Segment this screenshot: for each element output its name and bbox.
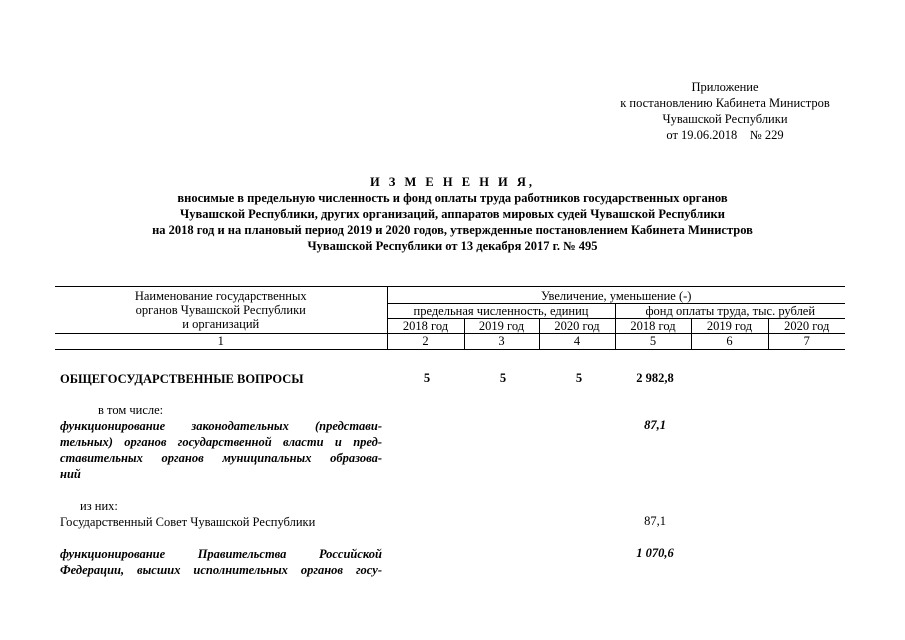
year-header: 2019 год (464, 319, 539, 334)
staff-header: предельная численность, единиц (387, 304, 615, 319)
header-text: органов Чувашской Республики (135, 303, 306, 317)
row-legislative (60, 418, 382, 482)
table-header (55, 286, 845, 350)
appendix-line: Чувашской Республики (662, 112, 788, 126)
fund-header: фонд оплаты труда, тыс. рублей (615, 304, 845, 319)
column-number: 3 (464, 334, 539, 350)
row-text: тельных) органов государственной власти и пред- (60, 435, 382, 449)
cell-value: 5 (423, 371, 431, 385)
year-header: 2018 год (615, 319, 691, 334)
row-text: ставительных органов муниципальных образова- (60, 451, 382, 465)
appendix-line: Приложение (691, 80, 759, 94)
cell-value: 5 (575, 371, 583, 385)
column-number: 2 (387, 334, 464, 350)
row-text: функционирование Правительства Российской (60, 547, 382, 561)
of-them-label: из них: (80, 499, 118, 513)
cell-value: 5 (499, 371, 507, 385)
column-number: 5 (615, 334, 691, 350)
row-text: Федерации, высших исполнительных органов госу- (60, 563, 382, 577)
appendix-line: к постановлению Кабинета Министров (620, 96, 830, 110)
appendix-date: от 19.06.2018 № 229 (666, 128, 784, 142)
year-header: 2020 год (768, 319, 845, 334)
column-number: 4 (539, 334, 615, 350)
column-number: 7 (768, 334, 845, 350)
heading-line: вносимые в предельную численность и фонд оплаты труда работников государственных органов (177, 191, 728, 205)
row-general-label: ОБЩЕГОСУДАРСТВЕННЫЕ ВОПРОСЫ (60, 372, 304, 386)
header-text: Наименование государственных (134, 289, 307, 303)
header-text: и организаций (182, 317, 260, 331)
row-text: функционирование законодательных (представи- (60, 419, 382, 433)
including-label: в том числе: (98, 403, 164, 417)
cell-value: 87,1 (644, 514, 666, 528)
heading-line: Чувашской Республики от 13 декабря 2017 г. № 495 (307, 239, 598, 253)
row-text: ний (60, 467, 81, 481)
year-header: 2019 год (691, 319, 768, 334)
column-number: 1 (55, 334, 387, 350)
cell-value: 87,1 (644, 418, 666, 432)
name-column-header (55, 287, 387, 334)
cell-value: 1 070,6 (636, 546, 674, 560)
document-heading (60, 174, 845, 254)
cell-value: 2 982,8 (636, 371, 674, 385)
heading-line: на 2018 год и на плановый период 2019 и 2020 годов, утвержденные постановлением Кабинета Министров (152, 223, 753, 237)
change-header: Увеличение, уменьшение (-) (387, 287, 845, 304)
appendix-block (600, 79, 850, 143)
year-header: 2018 год (387, 319, 464, 334)
heading-line: Чувашской Республики, других организаций, аппаратов мировых судей Чувашской Республики (180, 207, 725, 221)
year-header: 2020 год (539, 319, 615, 334)
row-state-council-label: Государственный Совет Чувашской Республики (60, 515, 316, 529)
row-government (60, 546, 382, 578)
column-number: 6 (691, 334, 768, 350)
document-title: И З М Е Н Е Н И Я, (369, 175, 536, 189)
